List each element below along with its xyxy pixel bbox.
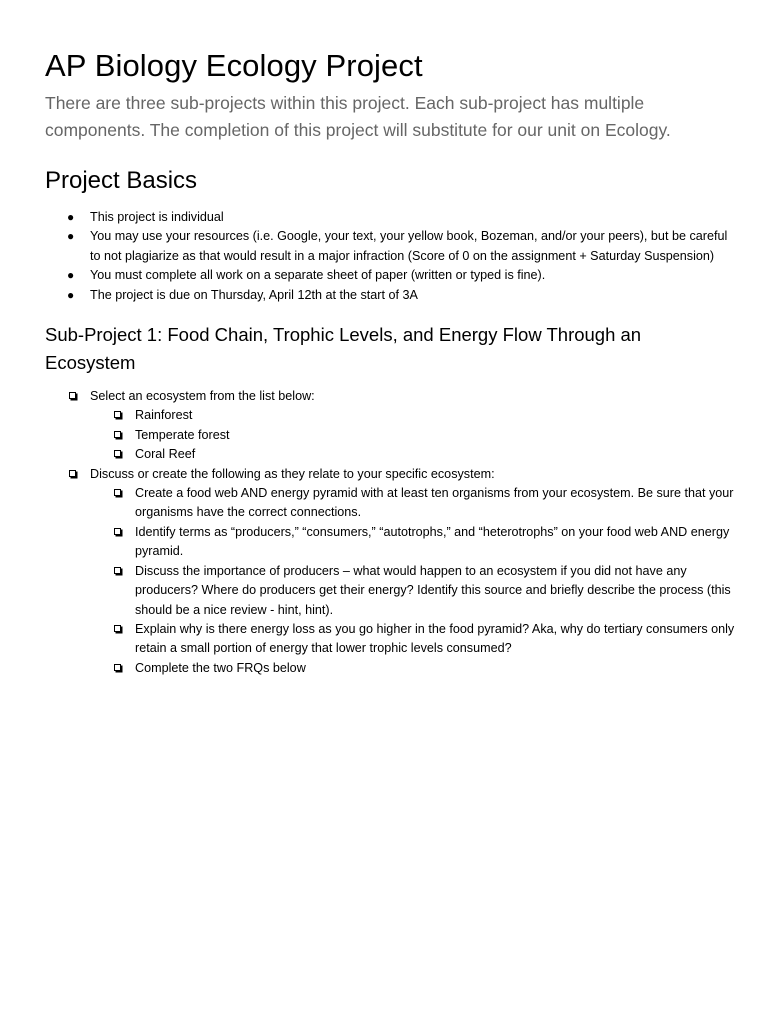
document-title: AP Biology Ecology Project (45, 48, 423, 83)
checklist-item (90, 406, 735, 425)
list-item (45, 208, 735, 227)
checkbox-icon (114, 625, 121, 632)
list-item-text: You may use your resources (i.e. Google, your text, your yellow book, Bozeman, and/or your peers), but be careful to not plagiarize as that would result in a major infraction (Score of 0 on the assignment + Saturday Suspension) (90, 229, 728, 263)
checkbox-icon (114, 411, 121, 418)
checklist-item-text: Coral Reef (135, 447, 196, 462)
subproject-1-checklist (45, 387, 735, 678)
subproject-1-heading: Sub-Project 1: Food Chain, Trophic Levels, and Energy Flow Through an Ecosystem (45, 324, 642, 374)
checklist-item (90, 484, 735, 523)
list-item-text: You must complete all work on a separate sheet of paper (written or typed is fine). (90, 268, 546, 283)
bullet-icon: ● (67, 268, 75, 283)
checklist-item-text: Identify terms as “producers,” “consumers,” “autotrophs,” and “heterotrophs” on your food web AND energy pyramid. (135, 524, 730, 559)
checklist-item-text: Temperate forest (135, 427, 230, 442)
checklist-item (90, 620, 735, 659)
checklist-item-text: Select an ecosystem from the list below: (90, 389, 315, 404)
checkbox-icon (69, 392, 76, 399)
bullet-icon: ● (67, 229, 75, 244)
checklist-item-text: Create a food web AND energy pyramid with at least ten organisms from your ecosystem. Be sure that your organisms have the correct connections. (135, 486, 734, 520)
checkbox-icon (69, 470, 76, 477)
checkbox-icon (114, 567, 121, 574)
checklist-item (45, 387, 735, 465)
checklist-item-text: Complete the two FRQs below (135, 660, 306, 675)
list-item (45, 227, 735, 266)
checklist-item-text: Explain why is there energy loss as you go higher in the food pyramid? Aka, why do tertiary consumers only retain a small portion of energy that lower trophic levels consumed? (135, 621, 735, 656)
checkbox-icon (114, 489, 121, 496)
checklist-item (90, 562, 735, 620)
checkbox-icon (114, 431, 121, 438)
document-page (45, 46, 735, 678)
checklist-item (45, 465, 735, 678)
project-basics-heading: Project Basics (45, 167, 198, 194)
checklist-item (90, 659, 735, 678)
ecosystem-options-list (90, 406, 735, 464)
checklist-item (90, 445, 735, 464)
list-item-text: This project is individual (90, 210, 224, 224)
checkbox-icon (114, 450, 121, 457)
bullet-icon: ● (67, 210, 75, 224)
bullet-icon: ● (67, 287, 75, 302)
checkbox-icon (114, 664, 121, 671)
list-item (45, 266, 735, 285)
checklist-item (90, 426, 735, 445)
checklist-item-text: Rainforest (135, 408, 193, 423)
list-item-text: The project is due on Thursday, April 12th at the start of 3A (90, 287, 418, 302)
list-item (45, 286, 735, 305)
checkbox-icon (114, 528, 121, 535)
project-basics-list (45, 208, 735, 305)
checklist-item (90, 523, 735, 562)
tasks-list (90, 484, 735, 678)
checklist-item-text: Discuss or create the following as they relate to your specific ecosystem: (90, 466, 495, 481)
document-subtitle: There are three sub-projects within this project. Each sub-project has multiple components. The completion of this project will substitute for our unit on Ecology. (45, 93, 671, 140)
checklist-item-text: Discuss the importance of producers – what would happen to an ecosystem if you did not have any producers? Where do producers get their energy? Identify this source and briefly describe the process (this should be a nice review - hint, hint). (135, 563, 731, 617)
